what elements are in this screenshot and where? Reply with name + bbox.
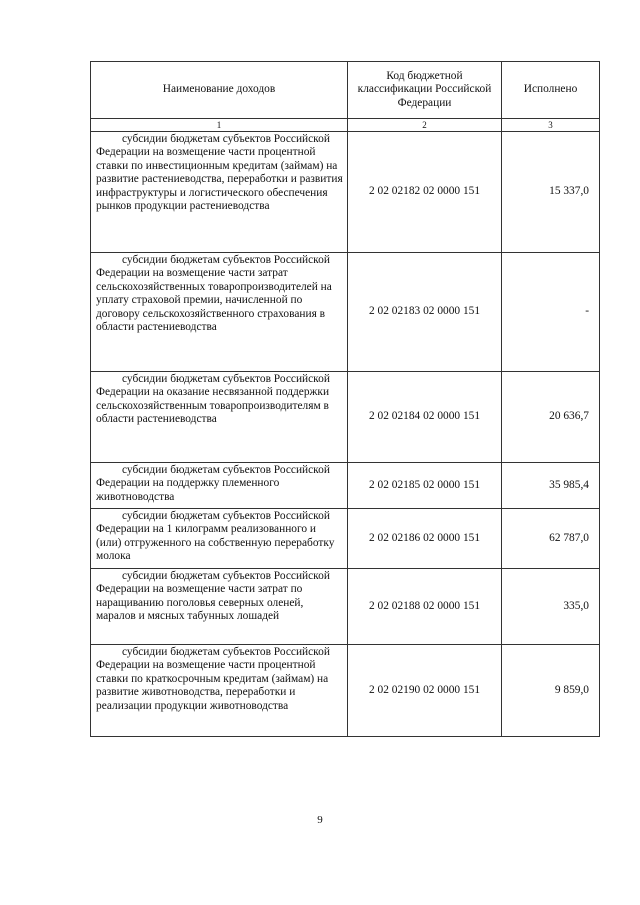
revenue-name-cell [91,253,348,372]
revenue-name: субсидии бюджетам субъектов Российской Федерации на поддержку племенного животноводства [96,464,330,503]
revenue-name-cell [91,372,348,463]
table-row [91,509,600,569]
column-number: 2 [348,119,502,132]
column-number-row [91,119,600,132]
revenue-name: субсидии бюджетам субъектов Российской Федерации на оказание несвязанной поддержки сельскохозяйственным товаропроизводителям в области растениеводства [96,373,330,426]
column-number: 1 [91,119,348,132]
executed-amount-cell: 335,0 [502,569,600,645]
revenue-name: субсидии бюджетам субъектов Российской Федерации на возмещение части затрат по наращиванию поголовья северных оленей, маралов и мясных табунных лошадей [96,570,330,623]
table-row [91,372,600,463]
revenue-name-cell [91,569,348,645]
revenue-name: субсидии бюджетам субъектов Российской Федерации на возмещение части затрат сельскохозяйственных товаропроизводителей на уплату страховой премии, начисленной по договору сельскохозяйственного страхования в области растениеводства [96,254,332,334]
executed-amount-cell: 62 787,0 [502,509,600,569]
table-row [91,132,600,253]
column-number: 3 [502,119,600,132]
budget-code-cell: 2 02 02188 02 0000 151 [348,569,502,645]
budget-code-cell: 2 02 02184 02 0000 151 [348,372,502,463]
header-revenue-name: Наименование доходов [91,62,348,119]
header-executed: Исполнено [502,62,600,119]
budget-code-cell: 2 02 02183 02 0000 151 [348,253,502,372]
revenue-name: субсидии бюджетам субъектов Российской Федерации на 1 килограмм реализованного и (или) отгруженного на собственную переработку молока [96,510,335,563]
table-row [91,253,600,372]
page-number: 9 [317,814,323,826]
revenue-name-cell [91,509,348,569]
revenue-name-cell [91,463,348,509]
table-header-row [91,62,600,119]
revenue-name-cell [91,132,348,253]
budget-code-cell: 2 02 02185 02 0000 151 [348,463,502,509]
revenue-name-cell [91,645,348,737]
executed-amount-cell: 9 859,0 [502,645,600,737]
budget-code-cell: 2 02 02186 02 0000 151 [348,509,502,569]
revenue-name: субсидии бюджетам субъектов Российской Федерации на возмещение части процентной ставки по краткосрочным кредитам (займам) на развитие животноводства, переработки и реализации продукции животноводства [96,646,330,712]
table-row [91,463,600,509]
budget-code-cell: 2 02 02182 02 0000 151 [348,132,502,253]
table-row [91,645,600,737]
header-budget-code: Код бюджетной классификации Российской Федерации [348,62,502,119]
executed-amount-cell: 15 337,0 [502,132,600,253]
executed-amount-cell: 35 985,4 [502,463,600,509]
revenue-table [90,61,600,737]
executed-amount-cell: - [502,253,600,372]
executed-amount-cell: 20 636,7 [502,372,600,463]
table-row [91,569,600,645]
revenue-name: субсидии бюджетам субъектов Российской Федерации на возмещение части процентной ставки по инвестиционным кредитам (займам) на развитие растениеводства, переработки и развития инфраструктуры и логистического обеспечения рынков продукции растениеводства [96,133,343,213]
budget-code-cell: 2 02 02190 02 0000 151 [348,645,502,737]
